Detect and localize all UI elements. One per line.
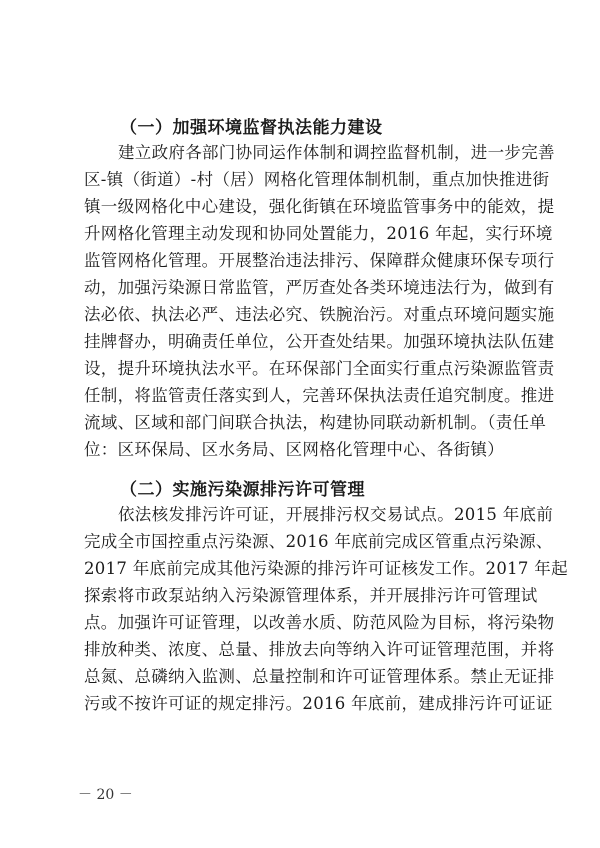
paragraph-line: 点。加强许可证管理，以改善水质、防范风险为目标，将污染物	[84, 613, 555, 632]
paragraph-line: 总氮、总磷纳入监测、总量控制和许可证管理体系。禁止无证排	[84, 667, 555, 686]
paragraph-line: 探索将市政泵站纳入污染源管理体系，并开展排污许可管理试	[84, 586, 538, 605]
paragraph-line: 2017 年底前完成其他污染源的排污许可证核发工作。2017 年起	[84, 559, 568, 578]
section-1-paragraph	[84, 139, 555, 463]
paragraph-line: 建立政府各部门协同运作体制和调控监督机制，进一步完善	[118, 143, 555, 162]
paragraph-line: 排放种类、浓度、总量、排放去向等纳入许可证管理范围，并将	[84, 640, 555, 659]
paragraph-line: 挂牌督办，明确责任单位，公开查处结果。加强环境执法队伍建	[84, 332, 555, 351]
section-2-paragraph	[84, 501, 568, 717]
paragraph-line: 法必依、执法必严、违法必究、铁腕治污。对重点环境问题实施	[84, 305, 555, 324]
paragraph-line: 位：区环保局、区水务局、区网格化管理中心、各街镇）	[84, 440, 504, 459]
paragraph-line: 任制，将监管责任落实到人，完善环保执法责任追究制度。推进	[84, 386, 555, 405]
paragraph-line: 依法核发排污许可证，开展排污权交易试点。2015 年底前	[118, 505, 554, 524]
section-heading-1: （一）加强环境监督执法能力建设	[120, 118, 383, 138]
paragraph-line: 动，加强污染源日常监管，严厉查处各类环境违法行为，做到有	[84, 278, 555, 297]
section-heading-2: （二）实施污染源排污许可管理	[120, 480, 365, 500]
paragraph-line: 流域、区域和部门间联合执法，构建协同联动新机制。（责任单	[84, 413, 547, 432]
paragraph-line: 升网格化管理主动发现和协同处置能力，2016 年起，实行环境	[84, 224, 553, 243]
paragraph-line: 区-镇（街道）-村（居）网格化管理体制机制，重点加快推进街	[84, 170, 550, 189]
paragraph-line: 镇一级网格化中心建设，强化街镇在环境监管事务中的能效，提	[84, 197, 555, 216]
paragraph-line: 监管网格化管理。开展整治违法排污、保障群众健康环保专项行	[84, 251, 555, 270]
paragraph-line: 污或不按许可证的规定排污。2016 年底前，建成排污许可证证	[84, 694, 553, 713]
page-number: － 20 －	[78, 787, 133, 803]
paragraph-line: 设，提升环境执法水平。在环保部门全面实行重点污染源监管责	[84, 359, 555, 378]
paragraph-line: 完成全市国控重点污染源、2016 年底前完成区管重点污染源、	[84, 532, 553, 551]
